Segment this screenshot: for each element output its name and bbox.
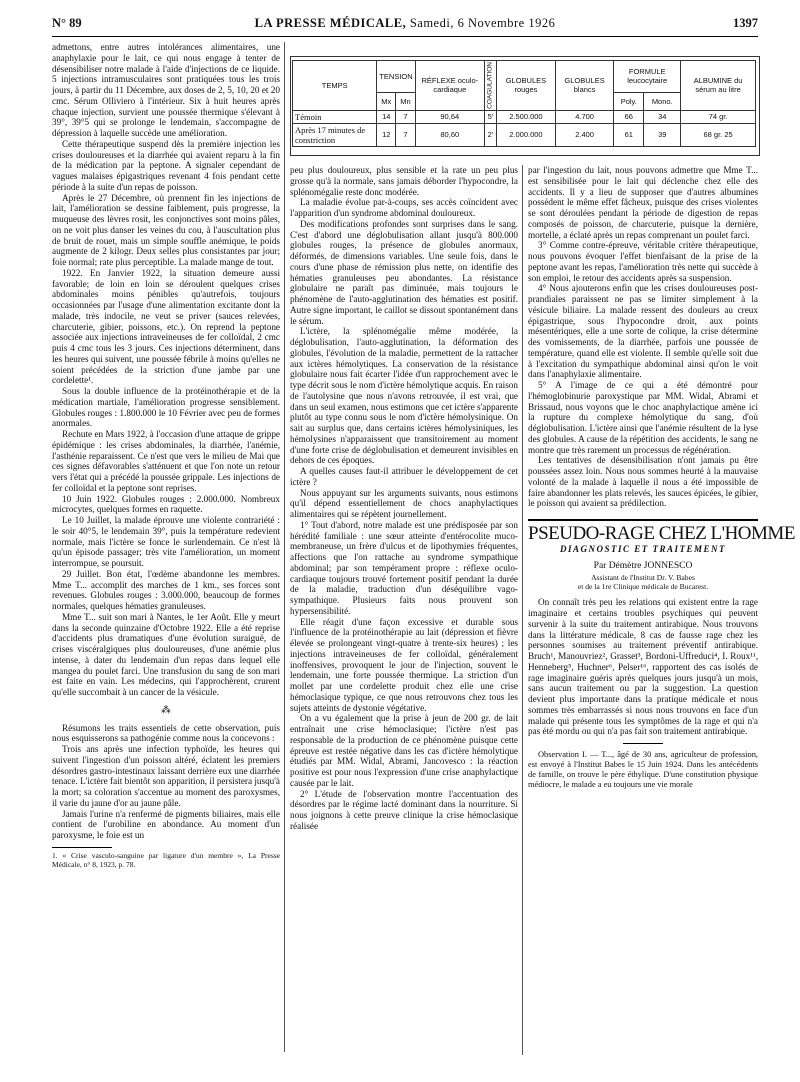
- cell: 7: [396, 123, 415, 146]
- cell: 2.000.000: [496, 123, 555, 146]
- article-subtitle: DIAGNOSTIC ET TRAITEMENT: [559, 543, 727, 554]
- header-globules-blancs: GLOBULES blancs: [555, 61, 613, 111]
- paragraph: Le 10 Juillet, la malade éprouve une violente contrariété : le soir 40°5, le lendemain 39°, puis la température redevient normale, mais l'ictère se fonce le surlendemain. Ce n'est là qu'un épisode passager; très vite l'amélioration, un moment interrompue, se poursuit.: [52, 515, 280, 568]
- cell: 14: [377, 110, 396, 123]
- paragraph: Après le 27 Décembre, où prennent fin les injections de lait, l'amélioration se dessine faiblement, puis progresse, la muqueuse des lèvres rosit, les conjonctives sont moins pâles, on ne voit plus danser les veines du cou, à l'auscultation plus de bruit de rouet, mais un simple souffle anémique, le poids augmente de 2 kilogr. Deux selles plus consistantes par jour; foie normal; rate plus perceptible. La malade mange de tout.: [52, 192, 280, 267]
- journal-name: LA PRESSE MÉDICALE,: [254, 16, 407, 30]
- paragraph: 4° Nous ajouterons enfin que les crises douloureuses post-prandiales paraissent ne pas se limiter simplement à la vésicule biliaire. La malade ressent des douleurs au creux épigastrique, sous l'hypocondre droit, aux points mésentériques, elle a une sorte de colique, la crise détermine des vomissements, de la diarrhée, parfois une poussée de température, quand elle est violente. Il semble qu'elle soit due à l'excitation du sympathique abdominal ainsi qu'on le voit dans l'anaphylaxie alimentaire.: [528, 283, 758, 380]
- journal-title: [52, 16, 758, 31]
- paragraph: A quelles causes faut-il attribuer le développement de cet ictère ?: [290, 466, 518, 487]
- header-coagulation: COAGULATION: [484, 61, 496, 111]
- header-rule: [52, 36, 758, 37]
- cell: 12: [377, 123, 396, 146]
- paragraph: 2° L'étude de l'observation montre l'accentuation des désordres par le régime lacté dominant dans la nourriture. Si nous joignons à cette preuve clinique la crise hémoclasique réalisée: [290, 788, 518, 831]
- cell: 80,60: [415, 123, 484, 146]
- header-formule: FORMULE leucocytaire: [614, 61, 681, 93]
- header-mx: Mx: [377, 92, 396, 110]
- paragraph: On a vu également que la prise à jeun de 200 gr. de lait entraînait une crise hémoclasique; l'ictère n'est pas responsable de la production de ce phénomène puisque cette épreuve est restée négative dans les cas d'ictère hémolytique étudiés par MM. Widal, Abrami, Jancovesco : la réaction positive est pour nous l'expression d'une crise anaphylactique causée par le lait.: [290, 713, 518, 788]
- data-table: [292, 60, 756, 147]
- article-rule: [528, 519, 758, 521]
- column-2: [290, 165, 518, 832]
- footnote: 1. « Crise vasculo-sanguine par ligature d'un membre », La Presse Médicale, n° 8, 1923, p. 78.: [52, 850, 280, 869]
- paragraph: 29 Juillet. Bon état, l'œdème abandonne les membres. Mme T... accomplit des marches de 1 km., ses forces sont revenues. Globules rouges : 3.000.000, beaucoup de formes normales, quelques hématies granuleuses.: [52, 568, 280, 611]
- cell: 61: [614, 123, 644, 146]
- paragraph: Elle réagit d'une façon excessive et durable sous l'influence de la protéinothérapie au lait (dépression et fièvre élevée se prolongeant vingt-quatre à trente-six heures) ; les injections intraveineuses de fer colloïdal, généralement inoffensives, provoquent le jour de l'injection, souvent le lendemain, une forte poussée thermique. La striction d'un mollet par une cordelette produit chez elle une crise hémoclasique typique, ce que nous retrouvons chez tous les sujets atteints de dystonie végétative.: [290, 616, 518, 713]
- paragraph: Cette thérapeutique suspend dès la première injection les crises douloureuses et la diarrhée qui avaient reparu à la fin de la médication par la peptone. A signaler cependant de vagues malaises épigastriques revenant 4 fois pendant cette période à la suite d'un repas de poisson.: [52, 138, 280, 192]
- paragraph: 3° Comme contre-épreuve, véritable critère thérapeutique, nous pouvons évoquer l'effet bienfaisant de la prise de la peptone avant les repas, l'amélioration très nette qui succède à son emploi, le retour des accidents après sa suspension.: [528, 240, 758, 283]
- paragraph: Jamais l'urine n'a renfermé de pigments biliaires, mais elle contient de l'urobiline en abondance. Au moment d'un paroxysme, le foie est un: [52, 808, 280, 840]
- paragraph: Des modifications profondes sont surprises dans le sang. C'est d'abord une déglobulisation allant jusqu'à 800.000 globules rouges, la présence de globules anormaux, déformés, de dimensions variables. Une seule fois, dans le cours d'une phase de rémission plus nette, on identifie des hématies granuleuses peu abondantes. La résistance globulaire ne paraît pas diminuée, mais toujours le phénomène de l'auto-agglutination des hématies est positif. Autre signe important, le caillot se dissout spontanément dans le sérum.: [290, 218, 518, 326]
- header-reflexe: RÉFLEXE oculo-cardiaque: [415, 61, 484, 111]
- table-row: [293, 123, 756, 146]
- paragraph: peu plus douloureux, plus sensible et la rate un peu plus grosse qu'à la normale, sans jamais déborder l'hypocondre, la splénomégalie reste donc modérée.: [290, 165, 518, 197]
- cell: 5': [484, 110, 496, 123]
- article-author: Par Démètre JONNESCO: [593, 560, 693, 571]
- paragraph: admettons, entre autres intolérances alimentaires, une anaphylaxie pour le lait, ce qui nous engage à tenter de désensibiliser notre malade à l'aide d'injections de ce liquide. 5 injections intramusculaires sont pratiquées tous les trois jours, à partir du 11 Décembre, aux doses de 2, 5, 10, 20 et 20 cmc. Sérum Olliviero à l'intérieur. Six à huit heures après chaque injection, survient une poussée thermique s'élevant à 39°, 39°5 qui se prolonge le lendemain, s'accompagne de dépression à laquelle succède une amélioration.: [52, 42, 280, 138]
- column-divider: [522, 165, 523, 1055]
- affiliation-line: Assistant de l'Institut Dr. V. Babes: [591, 573, 695, 583]
- author-affiliation: [528, 573, 758, 591]
- paragraph: Mme T... suit son mari à Nantes, le 1er Août. Elle y meurt dans la seconde quinzaine d'Octobre 1922. Elle a été reprise d'accidents plus dramatiques d'une évolution suraiguë, de crises viscéralgiques plus douloureuses, d'une anémie plus intense, à dater du lendemain d'un repas dans lequel elle mangea du poulet farci. Une transfusion du sang de son mari est faite en vain. Les médecins, qui l'approchèrent, crurent qu'elle succombait à un cancer de la vésicule.: [52, 611, 280, 697]
- affiliation-line: et de la 1re Clinique médicale de Bucarest.: [577, 582, 709, 592]
- cell: 2.500.000: [496, 110, 555, 123]
- paragraph: Résumons les traits essentiels de cette observation, puis nous esquisserons sa pathogénie comme nous la concevons :: [52, 722, 280, 744]
- issue-date: Samedi, 6 Novembre 1926: [409, 16, 556, 30]
- section-separator: ⁂: [161, 704, 171, 716]
- header-mn: Mn: [396, 92, 415, 110]
- paragraph: 1° Tout d'abord, notre malade est une prédisposée par son hérédité familiale : une sœur atteinte d'entérocolite muco-membraneuse, un frère d'ulcus et de lipothymies fréquentes, affections que l'on rattache au syndrome sympathique abdominal; par son tempérament propre : réflexe oculo-cardiaque toujours trouvé fortement positif pendant la durée de la maladie, traduction d'un déséquilibre vago-sympathique. Plusieurs faits nous prouvent son hypersensibilité.: [290, 519, 518, 616]
- cell: Témoin: [293, 110, 377, 123]
- cell: 2.400: [555, 123, 613, 146]
- cell: 4.700: [555, 110, 613, 123]
- header-mono: Mono.: [644, 92, 681, 110]
- paragraph: La maladie évolue par-à-coups, ses accès coïncident avec l'apparition d'un syndrome abdominal douloureux.: [290, 197, 518, 218]
- cell: 2': [484, 123, 496, 146]
- cell: Après 17 minutes de constriction: [293, 123, 377, 146]
- paragraph: par l'ingestion du lait, nous pouvons admettre que Mme T... est sensibilisée pour le lait qui déclenche chez elle des accidents. Il y a lieu de supposer que d'autres albumines possèdent le même effet fâcheux, puisque des crises violentes se sont déroulées pendant la période de digestion de repas composés de poisson, de charcuterie, puisque la dernière, mortelle, a éclaté après un repas comprenant un poulet farci.: [528, 165, 758, 240]
- cell: 74 gr.: [681, 110, 756, 123]
- cell: 90,64: [415, 110, 484, 123]
- column-3: [528, 165, 795, 790]
- paragraph: Les tentatives de désensibilisation n'ont jamais pu être poussées assez loin. Nous nous sommes heurté à la mauvaise volonté de la malade à laquelle il nous a été impossible de faire abandonner les plats relevés, les sauces épicées, le gibier, le poisson qui avaient sa prédilection.: [528, 455, 758, 509]
- paragraph: 5° A l'image de ce qui a été démontré pour l'hémoglobinurie paroxystique par MM. Widal, Abrami et Brissaud, nous voyons que le choc anaphylactique amène ici la rupture du complexe hémolytique du sang, d'où déglobulisation. L'ictère ainsi que l'anémie résultent de la lyse des globules. A cause de la répétition des accidents, le sang ne montre que très rarement un processus de régénération.: [528, 380, 758, 455]
- header-globules-rouges: GLOBULES rouges: [496, 61, 555, 111]
- page-number-left: N° 89: [52, 16, 82, 30]
- paragraph: Sous la double influence de la protéinothérapie et de la médication martiale, l'amélioration progresse sensiblement. Globules rouges : 1.800.000 le 10 Février avec peu de formes anormales.: [52, 386, 280, 429]
- paragraph: 1922. En Janvier 1922, la situation demeure aussi favorable; de loin en loin se déroulent quelques crises abdominales moins pénibles qu'autrefois, toujours occasionnées par l'usage d'une alimentation excitante dont la malade, très indocile, ne veut se priver (sauces relevées, charcuterie, gibier, poissons, etc.). On reprend la peptone associée aux injections intraveineuses de fer colloïdal, 2 cmc puis 4 cmc tous les 3 jours. Ces injections déterminent, dans les heures qui suivent, une poussée fébrile à moins qu'elles ne soient précédées de la striction d'une jambe par une cordelette¹.: [52, 267, 280, 386]
- column-divider: [284, 42, 285, 1052]
- cell: 68 gr. 25: [681, 123, 756, 146]
- column-1: [52, 42, 280, 869]
- paragraph: Nous appuyant sur les arguments suivants, nous estimons qu'il dépend essentiellement de chocs anaphylactiques alimentaires qui se répètent journellement.: [290, 487, 518, 519]
- header-temps: TEMPS: [293, 61, 377, 111]
- cell: 34: [644, 110, 681, 123]
- cell: 66: [614, 110, 644, 123]
- page-number-right: 1397: [733, 16, 758, 30]
- paragraph: On connaît très peu les relations qui existent entre la rage imaginaire et certains troubles psychiques qui peuvent survenir à la suite du traitement antirabique. Nous trouvons dans la littérature médicale, 8 cas de fausse rage chez les personnes soumises au traitement préventif antirabique. Bruch¹, Manouvriez², Grasset³, Bordoni-Uffreduci⁴, I. Roux¹¹, Henneberg⁵, Huchner⁶, Pelser¹⁶, rapportent des cas isolés de rage imaginaire guéris après quelques jours jusqu'à un mois, sans aucun traitement ou par la suggestion. La question devient plus importante dans la pratique médicale et nous sommes très embarrassés si nous nous trouvons en face d'un malade qui présente tous les symptômes de la rage et qui n'a pas été mordu ou qui n'a pas fait son traitement antirabique.: [528, 597, 758, 737]
- article-title: PSEUDO-RAGE CHEZ L'HOMME: [528, 523, 795, 544]
- header-albumine: ALBUMINE du sérum au litre: [681, 61, 756, 111]
- cell: 7: [396, 110, 415, 123]
- paragraph: L'ictère, la splénomégalie même modérée, la déglobulisation, l'auto-agglutination, la déformation des globules, l'évolution de la maladie, permettent de la rattacher aux ictères hémolytiques. La conservation de la résistance globulaire nous fait écarter l'idée d'un rapprochement avec le type décrit sous le nom d'ictère hémolytique acquis. En raison de l'autolysine que nous n'avons retrouvée, il est vrai, que dans un seul examen, nous estimons que cet ictère s'apparente plutôt au type connu sous le nom d'ictère hémolysinique. On sait au surplus que, dans certains ictères hémolysiniques, les hémolysines n'apparaissent que transitoirement au moment d'une forte crise de déglobulisation et demeurent invisibles en dehors de ces époques.: [290, 326, 518, 466]
- observation-paragraph: Observation I. — T..., âgé de 30 ans, agriculteur de profession, est envoyé à l'Institut Babes le 15 Juin 1924. Dans les antécédents de famille, on trouve le père éthylique. D'une constitution physique médiocre, le malade a eu toujours une vie morale: [528, 750, 758, 789]
- paragraph: Rechute en Mars 1922, à l'occasion d'une attaque de grippe épidémique : les crises abdominales, la diarrhée, l'anémie, l'asthénie reparaissent. Ce n'est que vers le milieu de Mai que ces signes défavorables s'atténuent et que l'on note un retour vers l'état qui a précédé la poussée grippale. Les injections de fer colloïdal et la peptone sont reprises.: [52, 429, 280, 493]
- cell: 39: [644, 123, 681, 146]
- divider: [623, 743, 663, 744]
- paragraph: Trois ans après une infection typhoïde, les heures qui suivent l'ingestion d'un poisson altéré, éclatent les premiers désordres gastro-intestinaux laissant derrière eux une diarrhée tenace. L'ictère fait bientôt son apparition, il persistera jusqu'à la mort; sa coloration s'accentue au moment des paroxysmes, il varie du jaune d'or au jaune pâle.: [52, 744, 280, 808]
- page-header: [52, 14, 758, 36]
- header-tension: TENSION: [377, 61, 415, 93]
- paragraph: 10 Juin 1922. Globules rouges : 2.000.000. Nombreux microcytes, quelques formes en raquette.: [52, 493, 280, 515]
- footnote-rule: [52, 847, 112, 848]
- header-poly: Poly.: [614, 92, 644, 110]
- table-row: [293, 110, 756, 123]
